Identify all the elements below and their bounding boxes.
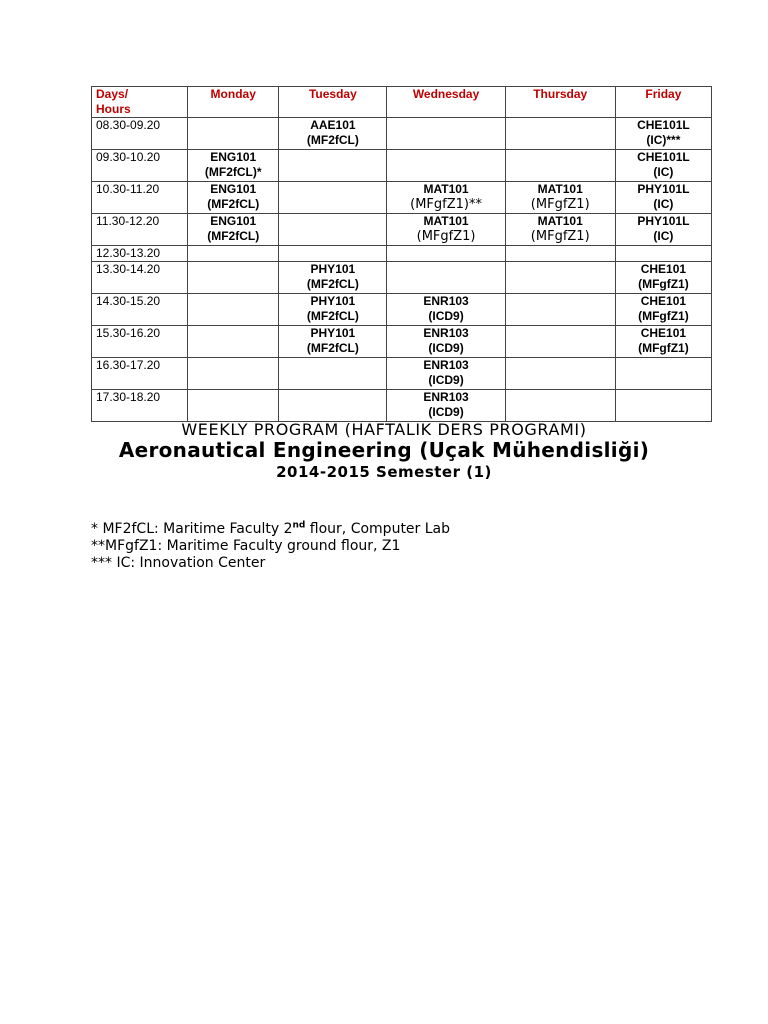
friday-cell [615,390,711,422]
table-row [92,150,712,182]
weekly-program-title: WEEKLY PROGRAM (HAFTALIK DERS PROGRAMI) [181,420,587,439]
wednesday-cell [387,118,505,150]
room-code: (IC) [653,229,674,243]
course-code: ENG101 [210,182,257,196]
monday-cell [188,246,279,262]
course-code: ENG101 [210,214,257,228]
course-code: PHY101L [637,182,690,196]
wednesday-cell [387,214,505,246]
wednesday-cell [387,358,505,390]
tuesday-cell [279,326,387,358]
friday-cell [615,326,711,358]
time-slot: 16.30-17.20 [92,358,188,390]
room-code: (ICD9) [428,341,464,355]
room-code: (MF2fCL) [306,277,359,291]
friday-cell [615,182,711,214]
table-row [92,214,712,246]
room-code: (MF2fCL) [306,133,359,147]
tuesday-cell [279,214,387,246]
tuesday-cell [279,150,387,182]
wednesday-cell [387,150,505,182]
room-code: (MFgfZ1) [638,341,689,355]
wednesday-header: Wednesday [387,87,505,118]
room-code: (ICD9) [428,373,464,387]
room-code: (MFgfZ1) [530,197,590,212]
friday-cell [615,246,711,262]
time-slot: 17.30-18.20 [92,390,188,422]
room-code: (MF2fCL)* [204,165,262,179]
monday-cell [188,294,279,326]
friday-header: Friday [615,87,711,118]
wednesday-cell [387,390,505,422]
time-slot: 09.30-10.20 [92,150,188,182]
table-row [92,358,712,390]
thursday-cell [505,390,615,422]
friday-cell [615,150,711,182]
table-row [92,246,712,262]
room-code: (ICD9) [428,309,464,323]
course-code: ENR103 [423,390,469,404]
thursday-cell [505,150,615,182]
table-row [92,326,712,358]
course-code: CHE101 [640,262,687,276]
friday-cell [615,118,711,150]
thursday-header: Thursday [505,87,615,118]
friday-cell [615,262,711,294]
wednesday-cell [387,182,505,214]
course-code: CHE101 [640,294,687,308]
course-code: CHE101L [637,118,690,132]
room-code: (ICD9) [428,405,464,419]
course-code: CHE101L [637,150,690,164]
table-row [92,182,712,214]
thursday-cell [505,182,615,214]
course-code: PHY101 [310,326,356,340]
days-hours-header: Days/ Hours [92,87,188,118]
wednesday-cell [387,262,505,294]
course-code: MAT101 [423,214,469,228]
course-code: MAT101 [537,214,583,228]
monday-cell [188,390,279,422]
thursday-cell [505,214,615,246]
wednesday-cell [387,326,505,358]
tuesday-cell [279,390,387,422]
thursday-cell [505,326,615,358]
room-code: (MF2fCL) [207,229,260,243]
room-code: (IC)*** [646,133,681,147]
course-code: PHY101 [310,294,356,308]
course-code: ENR103 [423,358,469,372]
schedule-body [92,118,712,422]
room-code: (MFgfZ1) [416,229,476,244]
course-code: CHE101 [640,326,687,340]
room-code: (MF2fCL) [306,341,359,355]
room-code: (IC) [653,165,674,179]
header-row [92,87,712,118]
footnote-mf2fcl: * MF2fCL: Maritime Faculty 2nd flour, Computer Lab [91,520,451,537]
department-title: Aeronautical Engineering (Uçak Mühendisliği) [118,438,650,462]
room-code: (MFgfZ1) [638,309,689,323]
room-code: (MFgfZ1)** [410,197,482,212]
time-slot: 14.30-15.20 [92,294,188,326]
friday-cell [615,214,711,246]
time-slot: 11.30-12.20 [92,214,188,246]
time-slot: 08.30-09.20 [92,118,188,150]
room-code: (MF2fCL) [207,197,260,211]
tuesday-cell [279,262,387,294]
monday-cell [188,214,279,246]
table-row [92,118,712,150]
room-code: (MF2fCL) [306,309,359,323]
course-code: PHY101L [637,214,690,228]
tuesday-header: Tuesday [279,87,387,118]
thursday-cell [505,358,615,390]
footnotes [91,521,450,572]
course-code: AAE101 [310,118,356,132]
time-slot: 12.30-13.20 [92,246,188,262]
course-code: ENR103 [423,294,469,308]
tuesday-cell [279,118,387,150]
friday-cell [615,358,711,390]
table-row [92,390,712,422]
tuesday-cell [279,358,387,390]
tuesday-cell [279,294,387,326]
monday-header: Monday [188,87,279,118]
wednesday-cell [387,246,505,262]
room-code: (IC) [653,197,674,211]
monday-cell [188,358,279,390]
course-code: ENR103 [423,326,469,340]
thursday-cell [505,262,615,294]
friday-cell [615,294,711,326]
room-code: (MFgfZ1) [638,277,689,291]
wednesday-cell [387,294,505,326]
monday-cell [188,182,279,214]
table-row [92,262,712,294]
course-code: ENG101 [210,150,257,164]
weekly-schedule-table [91,86,712,422]
monday-cell [188,326,279,358]
time-slot: 10.30-11.20 [92,182,188,214]
monday-cell [188,150,279,182]
table-row [92,294,712,326]
footnote-mfgfz1: **MFgfZ1: Maritime Faculty ground flour, Z1 [91,538,401,554]
tuesday-cell [279,246,387,262]
monday-cell [188,262,279,294]
thursday-cell [505,246,615,262]
room-code: (MFgfZ1) [530,229,590,244]
footnote-ic: *** IC: Innovation Center [91,555,266,571]
monday-cell [188,118,279,150]
tuesday-cell [279,182,387,214]
course-code: MAT101 [537,182,583,196]
time-slot: 13.30-14.20 [92,262,188,294]
course-code: MAT101 [423,182,469,196]
time-slot: 15.30-16.20 [92,326,188,358]
thursday-cell [505,294,615,326]
thursday-cell [505,118,615,150]
semester-title: 2014-2015 Semester (1) [276,463,492,481]
course-code: PHY101 [310,262,356,276]
